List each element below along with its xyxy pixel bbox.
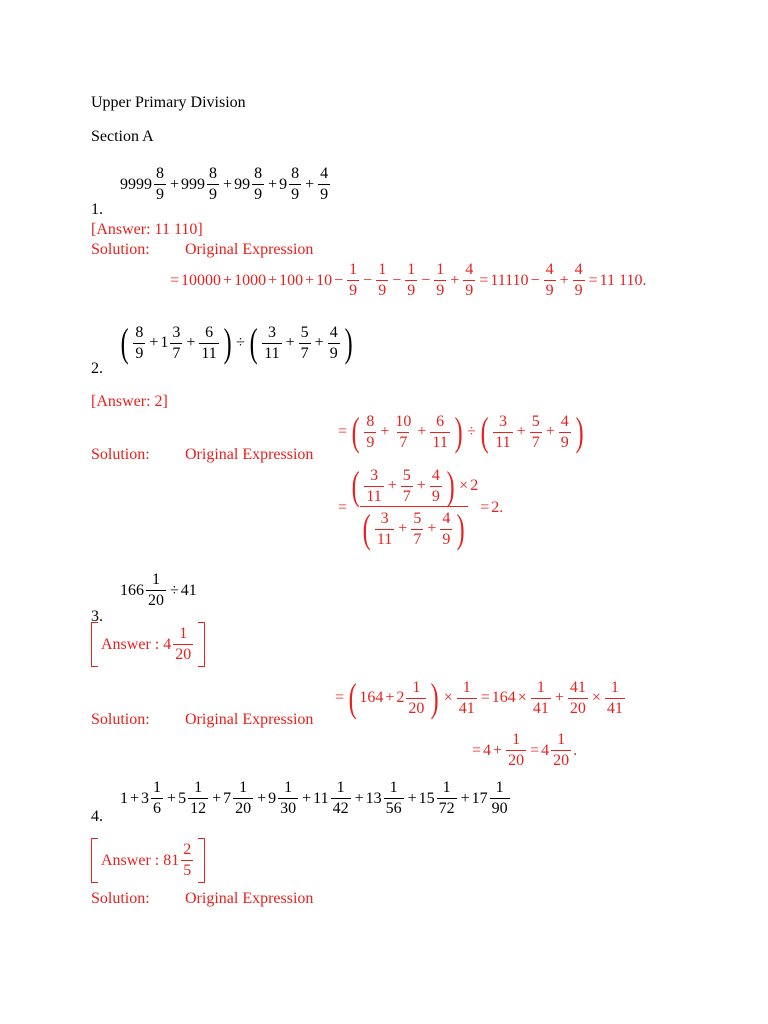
q4-solution-label: Solution: <box>91 890 150 907</box>
q3-solution-line2: = 4 + $\frac{1}{20}$ = 4 $\frac{1}{20}$ . <box>472 731 578 769</box>
q2-answer: [Answer: 2] <box>91 393 168 410</box>
q2-number: 2. <box>91 360 103 377</box>
q1-solution-label: Solution: <box>91 241 150 258</box>
q2-expression: ( $\frac{8}{9}$ + 1 $\frac{3}{7}$ + $\frac{6}{11}$ ) ÷ ( $\frac{3}{11}$ + $\frac{5}{7}$ + $\frac{4}{9}$ ) <box>120 320 353 365</box>
section-title: Section A <box>91 128 154 145</box>
q4-number: 4. <box>91 808 103 825</box>
q4-expression: 1 + 3 $\frac{1}{6}$ + 5 $\frac{1}{12}$ + 7 $\frac{1}{20}$ + 9 $\frac{1}{30}$ + 11 $\frac{1}{42}$ + 13 $\frac{1}{56}$ + 15 $\frac{1}{72}$ + 17 $\frac{1}{90}$ <box>120 779 508 817</box>
q1-number: 1. <box>91 201 103 218</box>
q3-solution-line1: = ( 164 + 2 $\frac{1}{20}$ ) × $\frac{1}{41}$ = 164 × $\frac{1}{41}$ + $\frac{41}{20}$ × $\frac{1}{41}$ <box>335 675 623 720</box>
q1-expression: 9999 $\frac{8}{9}$ + 999 $\frac{8}{9}$ + 99 $\frac{8}{9}$ + 9 $\frac{8}{9}$ + $\frac{4}{9}$ <box>120 165 329 203</box>
q1-original-label: Original Expression <box>185 241 314 258</box>
q3-number: 3. <box>91 608 103 625</box>
division-title: Upper Primary Division <box>91 94 246 111</box>
q4-original-label: Original Expression <box>185 890 314 907</box>
q3-answer-label: Answer : <box>101 635 160 653</box>
q4-answer-label: Answer : <box>101 851 160 869</box>
q4-answer: Answer : 81 $\frac{2}{5}$ <box>91 842 205 879</box>
q2-solution-label: Solution: <box>91 446 150 463</box>
q3-solution-label: Solution: <box>91 711 150 728</box>
q2-original-label: Original Expression <box>185 446 314 463</box>
q2-solution-line1: = ( $\frac{8}{9}$ + $\frac{10}{7}$ + $\frac{6}{11}$ ) ÷ ( $\frac{3}{11}$ + $\frac{5}{7}$ + $\frac{4}{9}$ ) <box>338 409 584 454</box>
q1-answer: [Answer: 11 110] <box>91 221 203 238</box>
q3-original-label: Original Expression <box>185 711 314 728</box>
q1-solution-expression: = 10000 + 1000 + 100 + 10 − $\frac{1}{9}$ − $\frac{1}{9}$ − $\frac{1}{9}$ − $\frac{1}{9}$ + $\frac{4}{9}$ = 11110 − $\frac{4}{9}$ + $\frac{4}{9}$ = 11 110. <box>170 261 647 299</box>
q3-expression: 166 $\frac{1}{20}$ ÷ 41 <box>120 571 197 609</box>
q2-solution-line2: = ( $\frac{3}{11}$ + $\frac{5}{7}$ + $\frac{4}{9}$ ) × 2 ( $\frac{3}{11}$ + $\frac{5}{7}$ + $\frac{4}{9}$ ) = 2. <box>338 463 504 551</box>
q3-answer: Answer : 4 $\frac{1}{20}$ <box>91 626 205 663</box>
